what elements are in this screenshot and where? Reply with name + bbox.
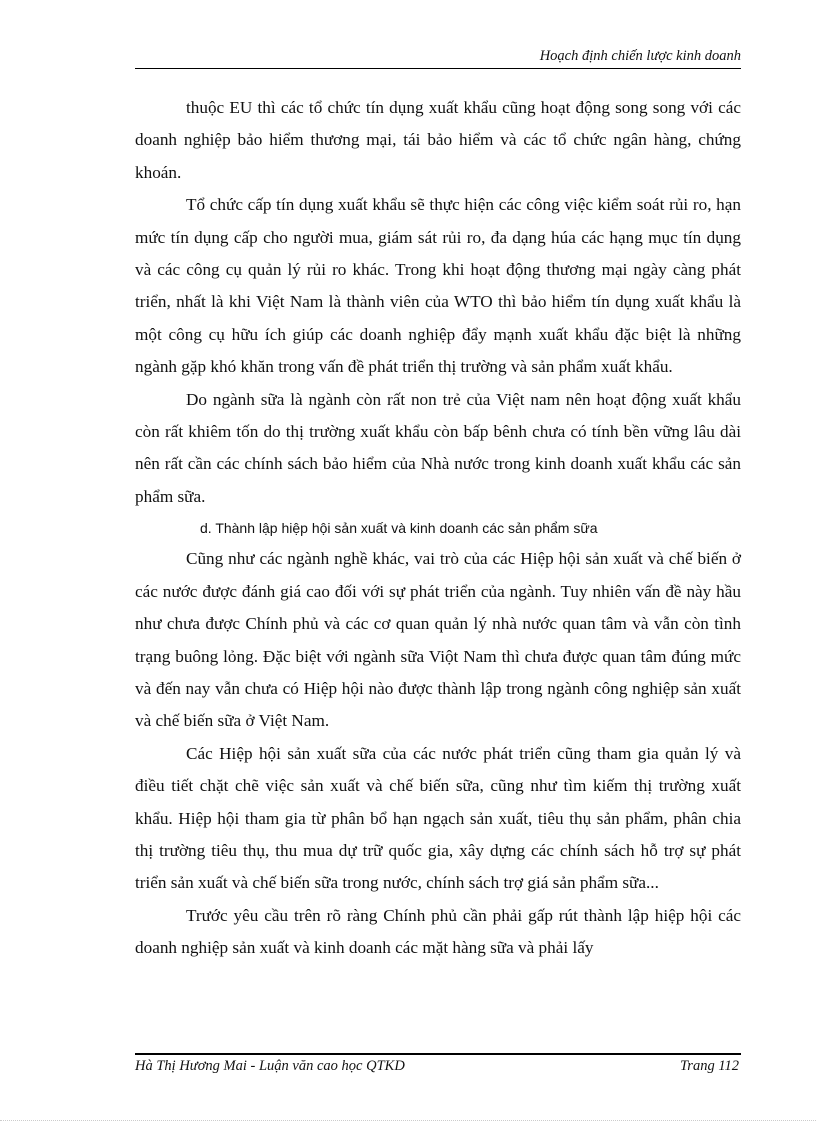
paragraph: Trước yêu cầu trên rõ ràng Chính phủ cần phải gấp rút thành lập hiệp hội các doanh nghiệp sản xuất và kinh doanh các mặt hàng sữa và phải lấy [135,905,741,958]
page-number: Trang 112 [680,1058,739,1074]
footer-author: Hà Thị Hương Mai - Luận văn cao học QTKD [135,1058,405,1074]
paragraph: Do ngành sữa là ngành còn rất non trẻ của Việt nam nên hoạt động xuất khẩu còn rất khiêm tốn do thị trường xuất khẩu còn bấp bênh chưa có tính bền vững lâu dài nên rất cần các chính sách bảo hiểm của Nhà nước trong kinh doanh xuất khẩu các sản phẩm sữa. [135,389,741,506]
running-header [135,48,741,69]
page-body [135,92,741,965]
paragraph: Các Hiệp hội sản xuất sữa của các nước phát triển cũng tham gia quản lý và điều tiết chặt chẽ việc sản xuất và chế biến sữa, cũng như tìm kiếm thị trường xuất khẩu. Hiệp hội tham gia từ phân bổ hạn ngạch sản xuất, tiêu thụ sản phẩm, phân chia thị trường tiêu thụ, thu mua dự trữ quốc gia, xây dựng các chính sách hỗ trợ sự phát triển sản xuất và chế biến sữa trong nước, chính sách trợ giá sản phẩm sữa... [135,743,741,893]
page-edge-divider [0,1120,816,1121]
section-heading: d. Thành lập hiệp hội sản xuất và kinh doanh các sản phẩm sữa [200,520,598,537]
paragraph: thuộc EU thì các tổ chức tín dụng xuất khẩu cũng hoạt động song song với các doanh nghiệp bảo hiểm thương mại, tái bảo hiểm và các tổ chức ngân hàng, chứng khoán. [135,98,741,182]
paragraph: Tổ chức cấp tín dụng xuất khẩu sẽ thực hiện các công việc kiểm soát rủi ro, hạn mức tín dụng cấp cho người mua, giám sát rủi ro, đa dạng húa các hạng mục tín dụng và các công cụ quản lý rủi ro khác. Trong khi hoạt động thương mại ngày càng phát triển, nhất là khi Việt Nam là thành viên của WTO thì bảo hiểm tín dụng xuất khẩu là một công cụ hữu ích giúp các doanh nghiệp đẩy mạnh xuất khẩu đặc biệt là những ngành gặp khó khăn trong vấn đề phát triển thị trường và sản phẩm xuất khẩu. [135,195,741,377]
paragraph: Cũng như các ngành nghề khác, vai trò của các Hiệp hội sản xuất và chế biến ở các nước được đánh giá cao đối với sự phát triển của ngành. Tuy nhiên vấn đề này hầu như chưa được Chính phủ và các cơ quan quản lý nhà nước quan tâm và vẫn còn tình trạng buông lỏng. Đặc biệt với ngành sữa Viột Nam thì chưa được quan tâm đúng mức và đến nay vẫn chưa có Hiệp hội nào được thành lập trong ngành công nghiệp sản xuất và chế biến sữa ở Việt Nam. [135,549,741,731]
running-footer [135,1053,741,1075]
header-title: Hoạch định chiến lược kinh doanh [539,48,741,64]
